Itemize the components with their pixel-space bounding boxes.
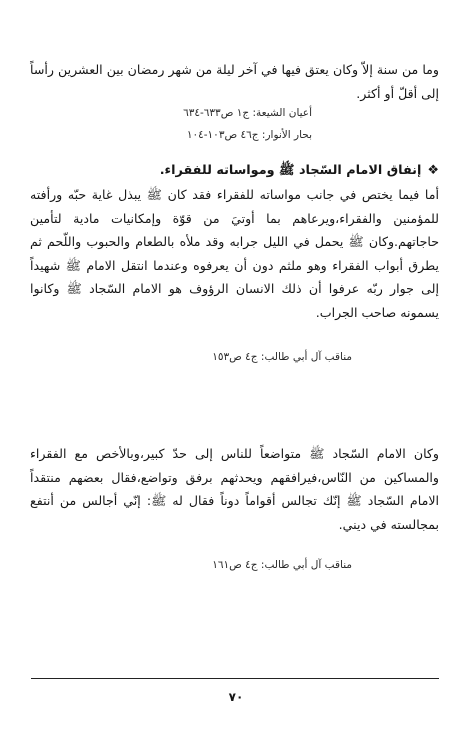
citation-aayan-alshia: أعيان الشيعة: ج١ ص٦٣٣-٦٣٤ xyxy=(183,107,312,119)
citation-manaqib-153: مناقب آل أبي طالب: ج٤ ص١٥٣ xyxy=(212,351,352,363)
humility-paragraph: وكان الامام السّجاد ﷺ متواضعاً للناس إلى حدّ كبير،وبالأخص مع الفقراء والمساكين من النّاس،فيرافقهم ويحدثهم برفق وتواضع،فقال بعضهم منتقداً الامام السّجاد ﷺ إنّك تجالس أقواماً دوناً فقال له ﷺ: إنّي أجالس من أنتفع بمجالسته في ديني. xyxy=(30,446,439,532)
intro-paragraph: وما من سنة إلاّ وكان يعتق فيها في آخر ليلة من شهر رمضان بين العشرين رأساً إلى أقلّ أو أكثر. xyxy=(30,62,439,101)
citation-manaqib-161: مناقب آل أبي طالب: ج٤ ص١٦١ xyxy=(212,559,352,571)
section-heading xyxy=(30,160,439,182)
charity-paragraph: أما فيما يختص في جانب مواساته للفقراء فقد كان ﷺ يبذل غاية حبّه ورأفته للمؤمنين والفقراء،ويرعاهم بما أوتيَ من قوّة وإمكانيات مادية لتأمين حاجاتهم.وكان ﷺ يحمل في الليل جرابه وقد ملأه بالطعام والحبوب واللّحم ثم يطرق أبواب الفقراء وهو ملثم دون أن يعرفوه وعندما انتقل الامام ﷺ شهيداً إلى جوار ربّه عرفوا أن ذلك الانسان الرؤوف هو الامام السّجاد ﷺ وكانوا يسمونه صاحب الجراب. xyxy=(30,187,439,320)
page-number: ٧٠ xyxy=(228,690,244,704)
diamond-bullet-icon: ❖ xyxy=(427,163,439,178)
citation-bihar-alanwar: بحار الأنوار: ج٤٦ ص١٠٣-١٠٤ xyxy=(186,129,312,141)
section-heading-text: إنفاق الامام السّجاد ﷺ ومواساته للفقراء. xyxy=(159,163,422,178)
footer-rule xyxy=(31,678,439,679)
